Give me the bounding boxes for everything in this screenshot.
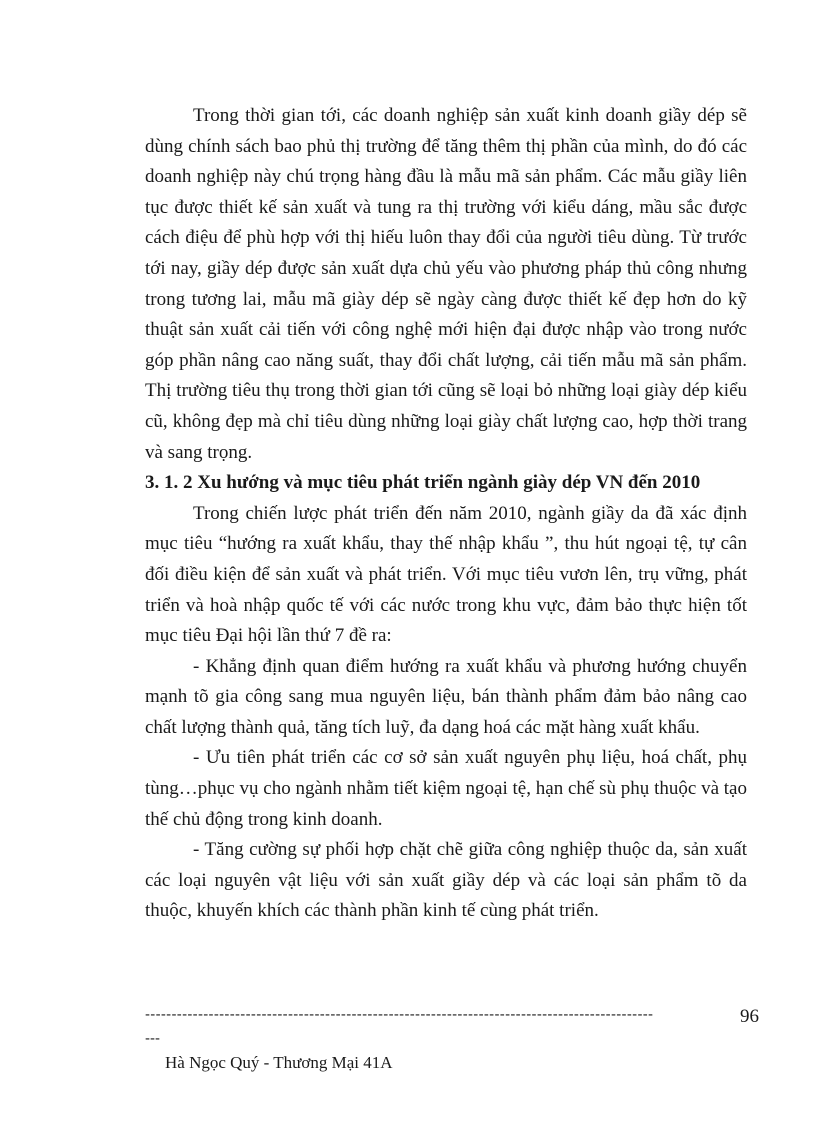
- section-heading: 3. 1. 2 Xu hướng và mục tiêu phát triển ngành giày dép VN đến 2010: [145, 472, 701, 494]
- page-body: [145, 101, 747, 927]
- footer-separator-wrap: ---: [145, 1030, 160, 1047]
- footer-author: Hà Ngọc Quý - Thương Mại 41A: [165, 1053, 393, 1072]
- bullet-priority-materials: - Ưu tiên phát triển các cơ sở sản xuất nguyên phụ liệu, hoá chất, phụ tùng…phục vụ cho ngành nhằm tiết kiệm ngoại tệ, hạn chế sù phụ thuộc và tạo thế chủ động trong kinh doanh.: [145, 747, 747, 830]
- bullet-export-orientation: - Khẳng định quan điểm hướng ra xuất khẩu và phương hướng chuyển mạnh tõ gia công sang mua nguyên liệu, bán thành phẩm đảm bảo nâng cao chất lượng thành quả, tăng tích luỹ, đa dạng hoá các mặt hàng xuất khẩu.: [145, 655, 747, 738]
- bullet-cooperation: - Tăng cường sự phối hợp chặt chẽ giữa công nghiệp thuộc da, sản xuất các loại nguyên vật liệu với sản xuất giầy dép và các loại sản phẩm tõ da thuộc, khuyến khích các thành phần kinh tế cùng phát triển.: [145, 839, 747, 922]
- paragraph-strategy: Trong chiến lược phát triển đến năm 2010, ngành giầy da đã xác định mục tiêu “hướng ra xuất khẩu, thay thế nhập khẩu ”, thu hút ngoại tệ, tự cân đối điều kiện để sản xuất và phát triển. Với mục tiêu vươn lên, trụ vững, phát triển và hoà nhập quốc tế với các nước trong khu vực, đảm bảo thực hiện tốt mục tiêu Đại hội lần thứ 7 đề ra:: [145, 502, 747, 647]
- footer-separator: ------------------------------------------------------------------------------------------------: [145, 1006, 654, 1023]
- paragraph-market-outlook: Trong thời gian tới, các doanh nghiệp sản xuất kinh doanh giầy dép sẽ dùng chính sách bao phủ thị trường để tăng thêm thị phần của mình, do đó các doanh nghiệp này chú trọng hàng đầu là mẫu mã sản phẩm. Các mẫu giầy liên tục được thiết kế sản xuất và tung ra thị trường với kiểu dáng, mầu sắc được cách điệu để phù hợp với thị hiếu luôn thay đổi của người tiêu dùng. Từ trước tới nay, giầy dép được sản xuất dựa chủ yếu vào phương pháp thủ công nhưng trong tương lai, mẫu mã giày dép sẽ ngày càng được thiết kế đẹp hơn do kỹ thuật sản xuất cải tiến với công nghệ mới hiện đại được nhập vào trong nước góp phần nâng cao năng suất, thay đổi chất lượng, cải tiến mẫu mã sản phẩm. Thị trường tiêu thụ trong thời gian tới cũng sẽ loại bỏ những loại giày dép kiểu cũ, không đẹp mà chỉ tiêu dùng những loại giày chất lượng cao, hợp thời trang và sang trọng.: [145, 105, 747, 463]
- page-number: 96: [740, 1006, 759, 1027]
